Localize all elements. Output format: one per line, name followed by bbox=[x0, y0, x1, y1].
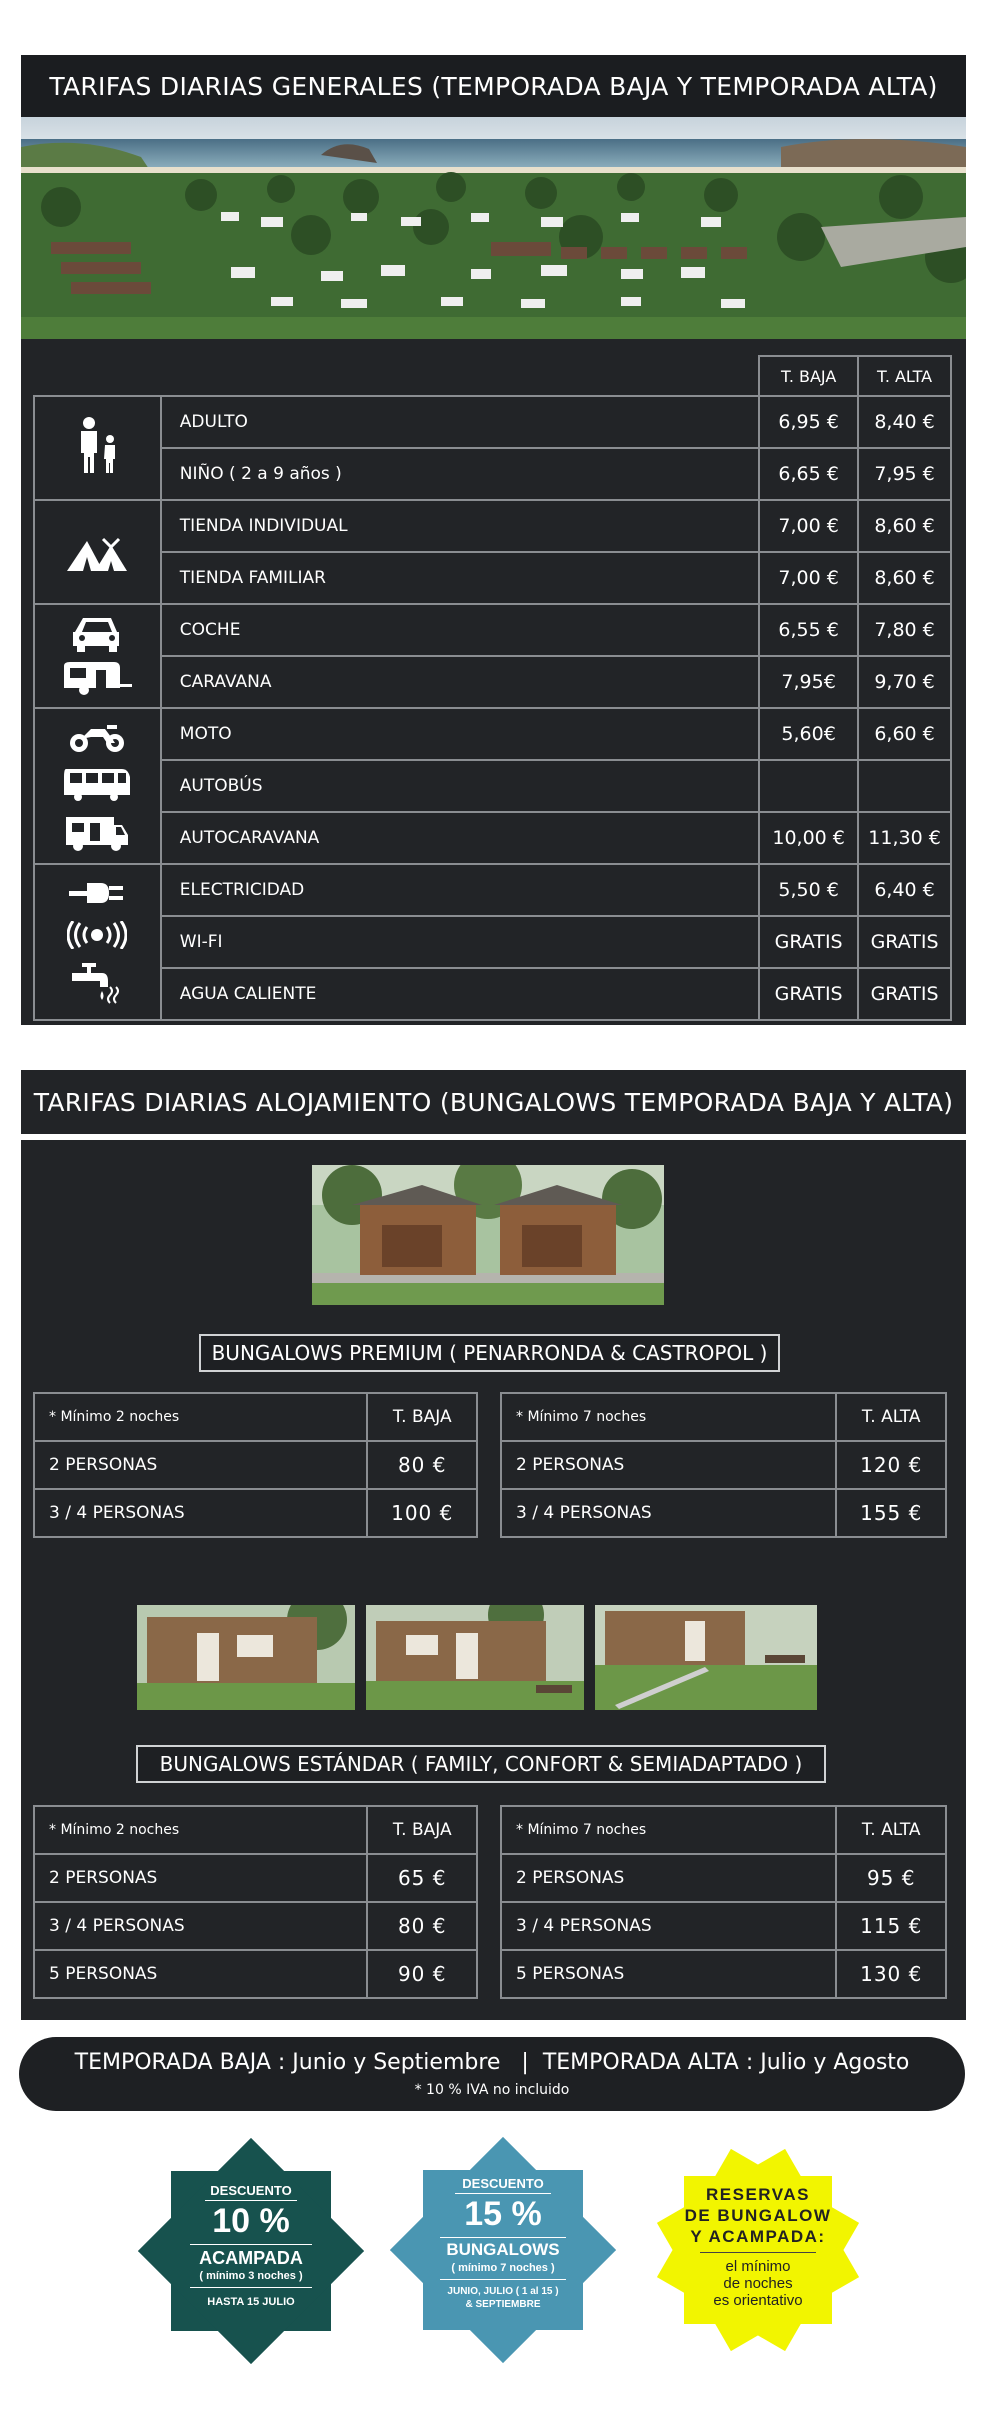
persons-label: 2 PERSONAS bbox=[501, 1854, 836, 1902]
people-icon-cell bbox=[34, 396, 161, 500]
persons-label: 3 / 4 PERSONAS bbox=[501, 1489, 836, 1537]
tent-icon bbox=[65, 527, 129, 573]
rate-high: 7,95 € bbox=[858, 448, 951, 500]
rate-row-autocaravana bbox=[34, 812, 951, 864]
reservas-line-2: DE BUNGALOW bbox=[684, 2206, 832, 2225]
rate-low: GRATIS bbox=[759, 916, 858, 968]
min-nights: * Mínimo 7 noches bbox=[501, 1393, 836, 1441]
rate-label: TIENDA FAMILIAR bbox=[161, 552, 759, 604]
price: 100 € bbox=[367, 1489, 477, 1537]
persons-label: 3 / 4 PERSONAS bbox=[501, 1902, 836, 1950]
vat-note: * 10 % IVA no incluido bbox=[414, 2082, 570, 2098]
rate-low: 7,00 € bbox=[759, 552, 858, 604]
bungalow-badge-top: DESCUENTO bbox=[462, 2176, 544, 2191]
premium-low-table bbox=[33, 1392, 478, 1538]
premium-high-table bbox=[500, 1392, 947, 1538]
camping-badge-top: DESCUENTO bbox=[210, 2183, 292, 2198]
general-rates-title: TARIFAS DIARIAS GENERALES (TEMPORADA BAJA Y TEMPORADA ALTA) bbox=[21, 55, 966, 117]
price: 90 € bbox=[367, 1950, 477, 1998]
rate-label: CARAVANA bbox=[161, 656, 759, 708]
bungalow-badge-dates-1: JUNIO, JULIO ( 1 al 15 ) bbox=[447, 2286, 559, 2297]
rate-low: 5,50 € bbox=[759, 864, 858, 916]
camping-badge-percent: 10 % bbox=[212, 2202, 290, 2240]
camping-badge-condition: ( mínimo 3 noches ) bbox=[199, 2270, 303, 2282]
rate-low: 5,60€ bbox=[759, 708, 858, 760]
rate-low bbox=[759, 760, 858, 812]
price: 80 € bbox=[367, 1441, 477, 1489]
rate-row-nino bbox=[34, 448, 951, 500]
rate-high: 8,60 € bbox=[858, 552, 951, 604]
reservas-sub-3: es orientativo bbox=[713, 2292, 803, 2309]
rate-row-electricidad bbox=[34, 864, 951, 916]
col-header-high: T. ALTA bbox=[858, 356, 951, 396]
motorhome-icon bbox=[64, 815, 130, 851]
rate-row-tienda-familiar bbox=[34, 552, 951, 604]
plug-icon bbox=[69, 879, 125, 907]
persons-label: 2 PERSONAS bbox=[501, 1441, 836, 1489]
price: 155 € bbox=[836, 1489, 946, 1537]
rate-row-agua-caliente bbox=[34, 968, 951, 1020]
rate-row-autobus bbox=[34, 760, 951, 812]
rate-label: TIENDA INDIVIDUAL bbox=[161, 500, 759, 552]
rate-row-wifi bbox=[34, 916, 951, 968]
price: 80 € bbox=[367, 1902, 477, 1950]
col-header: T. ALTA bbox=[836, 1393, 946, 1441]
seasons-text: TEMPORADA BAJA : Junio y Septiembre | TEMPORADA ALTA : Julio y Agosto bbox=[74, 2050, 910, 2075]
wifi-icon bbox=[67, 921, 127, 949]
rate-high: 9,70 € bbox=[858, 656, 951, 708]
persons-label: 3 / 4 PERSONAS bbox=[34, 1489, 367, 1537]
price: 115 € bbox=[836, 1902, 946, 1950]
persons-label: 5 PERSONAS bbox=[501, 1950, 836, 1998]
rate-high: 8,40 € bbox=[858, 396, 951, 448]
bungalow-badge-name: BUNGALOWS bbox=[446, 2240, 560, 2259]
rate-label: AUTOBÚS bbox=[161, 760, 759, 812]
col-header: T. BAJA bbox=[367, 1393, 477, 1441]
persons-label: 3 / 4 PERSONAS bbox=[34, 1902, 367, 1950]
rate-low: 6,65 € bbox=[759, 448, 858, 500]
rate-low: 6,55 € bbox=[759, 604, 858, 656]
rate-row-caravana bbox=[34, 656, 951, 708]
bus-icon bbox=[62, 767, 132, 801]
car-icon bbox=[73, 616, 121, 652]
accommodation-title: TARIFAS DIARIAS ALOJAMIENTO (BUNGALOWS TEMPORADA BAJA Y ALTA) bbox=[21, 1070, 966, 1134]
campsite-aerial-photo bbox=[21, 117, 966, 339]
standard-high-table bbox=[500, 1805, 947, 1999]
persons-label: 2 PERSONAS bbox=[34, 1441, 367, 1489]
rate-row-tienda-individual bbox=[34, 500, 951, 552]
rate-row-adulto bbox=[34, 396, 951, 448]
people-icon bbox=[75, 417, 119, 475]
persons-label: 2 PERSONAS bbox=[34, 1854, 367, 1902]
bungalow-badge-condition: ( mínimo 7 noches ) bbox=[451, 2262, 555, 2274]
motorbike-icon bbox=[67, 721, 127, 753]
standard-bungalow-photo-2 bbox=[366, 1605, 584, 1710]
rate-row-coche bbox=[34, 604, 951, 656]
caravan-icon bbox=[62, 662, 132, 696]
premium-bungalow-photo bbox=[312, 1165, 664, 1305]
rate-high: 6,60 € bbox=[858, 708, 951, 760]
camping-badge-until: HASTA 15 JULIO bbox=[207, 2296, 295, 2308]
premium-bungalows-label: BUNGALOWS PREMIUM ( PENARRONDA & CASTROPOL ) bbox=[199, 1334, 780, 1372]
rate-high: 6,40 € bbox=[858, 864, 951, 916]
min-nights: * Mínimo 2 noches bbox=[34, 1393, 367, 1441]
min-nights: * Mínimo 7 noches bbox=[501, 1806, 836, 1854]
col-header: T. BAJA bbox=[367, 1806, 477, 1854]
rate-label: ELECTRICIDAD bbox=[161, 864, 759, 916]
rate-low: 7,95€ bbox=[759, 656, 858, 708]
rate-high: 7,80 € bbox=[858, 604, 951, 656]
standard-bungalows-label: BUNGALOWS ESTÁNDAR ( FAMILY, CONFORT & SEMIADAPTADO ) bbox=[136, 1745, 826, 1783]
bungalow-badge-dates-2: & SEPTIEMBRE bbox=[465, 2299, 541, 2310]
rate-row-moto bbox=[34, 708, 951, 760]
bungalow-badge-percent: 15 % bbox=[464, 2195, 542, 2233]
col-header: T. ALTA bbox=[836, 1806, 946, 1854]
rate-low: GRATIS bbox=[759, 968, 858, 1020]
rate-label: AUTOCARAVANA bbox=[161, 812, 759, 864]
rate-label: MOTO bbox=[161, 708, 759, 760]
price: 130 € bbox=[836, 1950, 946, 1998]
price: 65 € bbox=[367, 1854, 477, 1902]
hot-water-tap-icon bbox=[72, 963, 122, 1005]
col-header-low: T. BAJA bbox=[759, 356, 858, 396]
reservas-sub-2: de noches bbox=[723, 2275, 793, 2292]
rate-low: 10,00 € bbox=[759, 812, 858, 864]
reservas-sub-1: el mínimo bbox=[725, 2258, 791, 2275]
reservas-line-3: Y ACAMPADA: bbox=[690, 2227, 826, 2246]
rate-label: COCHE bbox=[161, 604, 759, 656]
camping-badge-name: ACAMPADA bbox=[199, 2248, 303, 2268]
large-vehicle-icon-cell bbox=[34, 708, 161, 864]
persons-label: 5 PERSONAS bbox=[34, 1950, 367, 1998]
rate-label: NIÑO ( 2 a 9 años ) bbox=[161, 448, 759, 500]
price: 120 € bbox=[836, 1441, 946, 1489]
rate-high: 8,60 € bbox=[858, 500, 951, 552]
rate-high bbox=[858, 760, 951, 812]
rate-low: 7,00 € bbox=[759, 500, 858, 552]
standard-low-table bbox=[33, 1805, 478, 1999]
tent-icon-cell bbox=[34, 500, 161, 604]
price: 95 € bbox=[836, 1854, 946, 1902]
rate-label: WI-FI bbox=[161, 916, 759, 968]
min-nights: * Mínimo 2 noches bbox=[34, 1806, 367, 1854]
rate-label: AGUA CALIENTE bbox=[161, 968, 759, 1020]
rate-high: 11,30 € bbox=[858, 812, 951, 864]
rate-high: GRATIS bbox=[858, 968, 951, 1020]
rate-low: 6,95 € bbox=[759, 396, 858, 448]
standard-bungalow-photo-1 bbox=[137, 1605, 355, 1710]
standard-bungalow-photo-3 bbox=[595, 1605, 817, 1710]
rate-label: ADULTO bbox=[161, 396, 759, 448]
vehicle-icon-cell bbox=[34, 604, 161, 708]
rate-high: GRATIS bbox=[858, 916, 951, 968]
reservas-note-badge bbox=[648, 2138, 868, 2363]
services-icon-cell bbox=[34, 864, 161, 1020]
general-rates-table bbox=[33, 355, 952, 1021]
reservas-line-1: RESERVAS bbox=[706, 2185, 810, 2204]
